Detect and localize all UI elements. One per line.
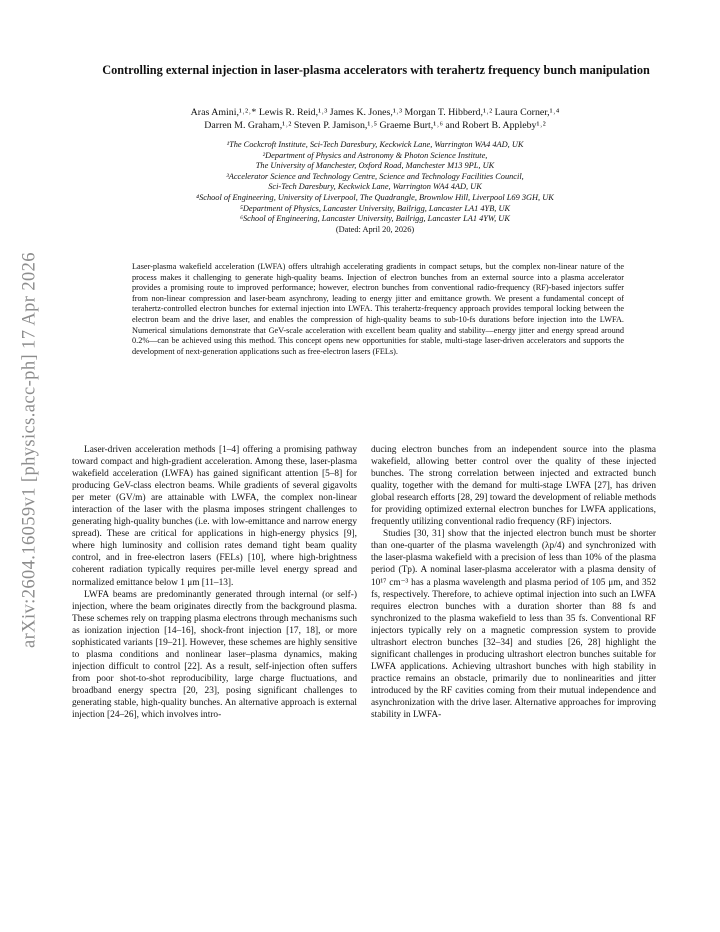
affiliation: The University of Manchester, Oxford Road, Manchester M13 9PL, UK	[255, 161, 495, 171]
author-line: Darren M. Graham,¹˒² Steven P. Jamison,¹˒⁵ Graeme Burt,¹˒⁶ and Robert B. Appleby¹˒²	[204, 120, 546, 131]
affiliation: Sci-Tech Daresbury, Keckwick Lane, Warrington WA4 4AD, UK	[268, 182, 482, 192]
body-paragraph: ducing electron bunches from an independent source into the plasma wakefield, allowing better control over the quality of these injected bunches. The strong correlation between injected and extracted bunch quality, together with the demand for multi-stage LWFA [27], has driven global research efforts [28, 29] toward the development of reliable methods for providing optimized external electron bunches for LWFA applications, frequently utilizing conventional radio frequency (RF) injectors.	[371, 445, 656, 528]
dated-line: (Dated: April 20, 2026)	[335, 224, 415, 234]
affiliation: ⁶School of Engineering, Lancaster University, Bailrigg, Lancaster LA1 4YW, UK	[240, 214, 510, 224]
affiliation: ²Department of Physics and Astronomy & Photon Science Institute,	[262, 150, 488, 160]
body-paragraph: Laser-driven acceleration methods [1–4] offering a promising pathway toward compact and high-gradient acceleration. Among these, laser-plasma wakefield acceleration (LWFA) has gained significant attention [5–8] for producing GeV-class electron beams. While gradients of several gigavolts per meter (GV/m) are attainable with LWFA, the complex non-linear interaction of the laser with the plasma imposes stringent challenges to generating high-quality bunches (i.e. with low-emittance and narrow energy spread). These are critical for applications in high-energy physics [9], where high luminosity and collision rates demand tight beam quality control, and in free-electron lasers (FELs) [10], where high-brightness coherent radiation typically requires per-mille level energy spread and normalized emittance below 1 μm [11–13].	[72, 445, 357, 588]
body-paragraph: Studies [30, 31] show that the injected electron bunch must be shorter than one-quarter of the plasma wavelength (λp/4) and synchronized with the laser-plasma wakefield with a precision of less than 10% of the plasma period (Tp). A nominal laser-plasma accelerator with a plasma density of 10¹⁷ cm⁻³ has a plasma wavelength and plasma period of 105 μm, and 352 fs, respectively. Therefore, to achieve optimal injection into such an LWFA requires electron bunches with a duration shorter than 88 fs and synchronized to the plasma wakefield to less than 35 fs. Conventional RF injectors typically rely on a magnetic compression system to provide ultrashort electron bunches [32–34] and studies [26, 28] highlight the significant challenges in producing ultrashort electron bunches suitable for LWFA applications. Achieving ultrashort bunches with high stability in practice remains an obstacle, primarily due to nonlinearities and jitter introduced by the RF cavities coming from their mutual independence and asynchronization with the drive laser. Alternative approaches for improving stability in LWFA-	[371, 529, 656, 721]
affiliation: ⁵Department of Physics, Lancaster University, Bailrigg, Lancaster LA1 4YB, UK	[239, 203, 511, 213]
paper-title: Controlling external injection in laser-plasma accelerators with terahertz frequency bunch manipulation	[102, 63, 650, 77]
body-column-right	[371, 444, 656, 721]
affiliation: ⁴School of Engineering, University of Liverpool, The Quadrangle, Brownlow Hill, Liverpool L69 3GH, UK	[196, 192, 554, 202]
body-column-left	[72, 444, 357, 721]
affiliation: ¹The Cockcroft Institute, Sci-Tech Daresbury, Keckwick Lane, Warrington WA4 4AD, UK	[226, 140, 524, 149]
affiliations	[70, 140, 680, 235]
author-list	[70, 106, 680, 132]
arxiv-sidebar	[12, 225, 48, 675]
body-paragraph: LWFA beams are predominantly generated through internal (or self-) injection, where the beam originates directly from the background plasma. These schemes rely on trapping plasma electrons through mechanisms such as ionization injection [14–16], shock-front injection [17, 18], or more sophisticated variants [19–21]. However, these schemes are highly sensitive to plasma conditions and nonlinear laser–plasma dynamics, making injection difficult to control [22]. As a result, self-injection often suffers from poor shot-to-shot reproducibility, large charge fluctuations, and broadband energy spectra [20, 23], posing significant challenges to generating stable, high-quality bunches. An alternative approach is external injection [24–26], which involves intro-	[72, 589, 357, 721]
author-line: Aras Amini,¹˒²˒* Lewis R. Reid,¹˒³ James K. Jones,¹˒³ Morgan T. Hibberd,¹˒² Laura Corner,¹˒⁴	[190, 107, 560, 118]
abstract: Laser-plasma wakefield acceleration (LWFA) offers ultrahigh accelerating gradients in compact setups, but the complex non-linear nature of the process makes it challenging to generate high-quality beams. Injection of electron bunches from an external source into a plasma accelerator provides a promising route to improved performance; however, electron bunches from conventional radio-frequency (RF)-based injectors suffer from non-linear compression and laser-beam asynchrony, leading to energy jitter and emittance growth. We present a fundamental concept of terahertz-controlled electron bunches for external injection into LWFA. This terahertz-frequency approach provides temporal locking between the electron beam and the drive laser, and enables the compression of high-quality beams to sub-10-fs durations before injection into the LWFA. Numerical simulations demonstrate that GeV-scale acceleration with excellent beam quality and stability—energy jitter and energy spread around 0.2%—can be achieved using this method. This concept opens new opportunities for stable, multi-stage laser-driven accelerators and supports the development of next-generation applications such as free-electron lasers (FELs).	[132, 262, 624, 356]
affiliation: ³Accelerator Science and Technology Centre, Science and Technology Facilities Council,	[226, 171, 524, 181]
arxiv-identifier: arXiv:2604.16059v1 [physics.acc-ph] 17 Apr 2026	[19, 252, 40, 648]
